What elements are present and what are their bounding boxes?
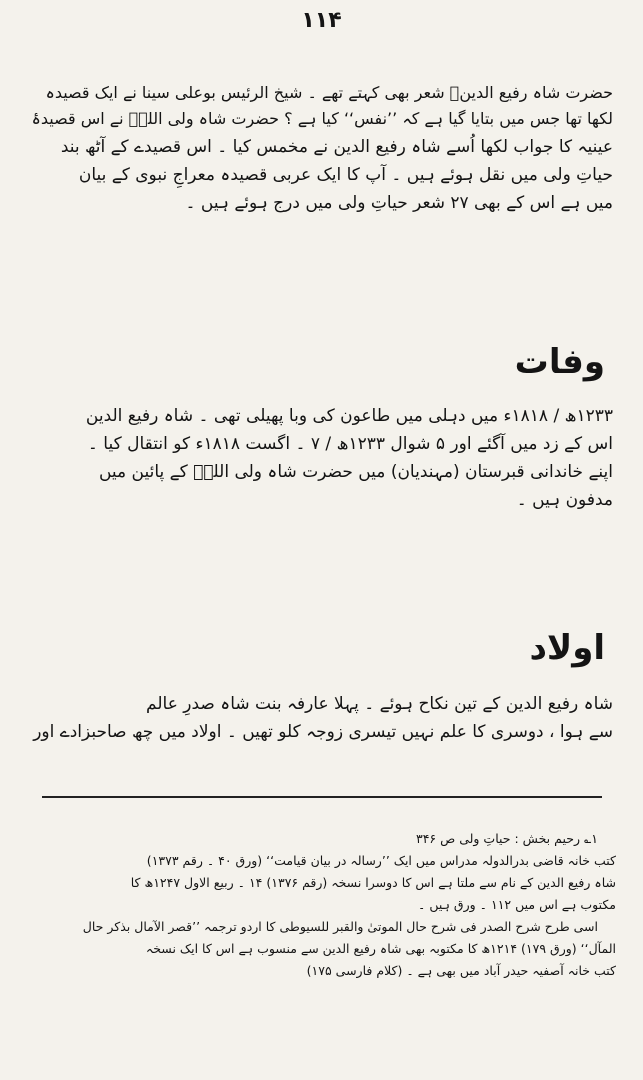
text-line: حیاتِ ولی میں نقل ہوئے ہیں ۔ آپ کا ایک عربی قصیدہ معراجِ نبوی کے بیان bbox=[78, 164, 613, 185]
footnote-line: شاہ رفیع الدین کے نام سے ملتا ہے اس کا دوسرا نسخہ (رقم ۱۳۷۶) ۱۴ ۔ ربیع الاول ۱۲۴۷ھ کا bbox=[130, 875, 616, 890]
footnote-line: ۱؎ رحیم بخش : حیاتِ ولی ص ۳۴۶ bbox=[415, 831, 598, 846]
paragraph-children bbox=[30, 690, 613, 746]
footnote-divider bbox=[42, 796, 602, 798]
footnotes bbox=[28, 828, 616, 982]
page-number: ۱۱۴ bbox=[301, 8, 342, 33]
footnote-line: المآل‘‘ (ورق ۱۷۹) ۱۲۱۴ھ کا مکتوبہ بھی شاہ رفیع الدین سے منسوب ہے اس کا ایک نسخہ bbox=[145, 941, 616, 956]
text-line: مدفون ہیں ۔ bbox=[516, 490, 613, 511]
text-line: عینیہ کا جواب لکھا اُسے شاہ رفیع الدین نے مخمس کیا ۔ اس قصیدے کے آٹھ بند bbox=[60, 136, 613, 157]
footnote-line: کتب خانہ آصفیہ حیدر آباد میں بھی ہے ۔ (کلام فارسی ۱۷۵) bbox=[306, 963, 616, 978]
footnote-line: اسی طرح شرح الصدر فی شرح حال الموتیٰ والقبر للسیوطی کا اردو ترجمہ ’’قصر الآمال بذکر حال bbox=[82, 919, 598, 934]
text-line: میں ہے اس کے بھی ۲۷ شعر حیاتِ ولی میں درج ہوئے ہیں ۔ bbox=[185, 192, 613, 213]
text-line: لکھا تھا جس میں بتایا گیا ہے کہ ’’نفس‘‘ کیا ہے ؟ حضرت شاہ ولی اللہؒ نے اس قصیدۂ bbox=[31, 109, 613, 129]
text-line: سے ہوا ، دوسری کا علم نہیں تیسری زوجہ کلو تھیں ۔ اولاد میں چھ صاحبزادے اور bbox=[33, 722, 613, 743]
text-line: شاہ رفیع الدین کے تین نکاح ہوئے ۔ پہلا عارفہ بنت شاہ صدرِ عالم bbox=[146, 694, 613, 714]
paragraph-poetry bbox=[30, 80, 613, 217]
footnote-line: مکتوب ہے اس میں ۱۱۲ ۔ ورق ہیں ۔ bbox=[418, 897, 616, 912]
paragraph-death bbox=[30, 402, 613, 514]
footnote-line: کتب خانہ قاضی بدرالدولہ مدراس میں ایک ’’رسالہ در بیان قیامت‘‘ (ورق ۴۰ ۔ رقم ۱۳۷۳) bbox=[146, 853, 616, 868]
text-line: اس کے زد میں آگئے اور ۵ شوال ۱۲۳۳ھ / ۷ ۔ اگست ۱۸۱۸ء کو انتقال کیا ۔ bbox=[87, 434, 613, 455]
heading-aulad: اولاد bbox=[529, 628, 605, 668]
text-line: ۱۲۳۳ھ / ۱۸۱۸ء میں دہلی میں طاعون کی وبا پھیلی تھی ۔ شاہ رفیع الدین bbox=[85, 406, 613, 426]
text-line: اپنے خاندانی قبرستان (مہندیان) میں حضرت شاہ ولی اللہؒ کے پائین میں bbox=[98, 462, 613, 483]
text-line: حضرت شاہ رفیع الدینؒ شعر بھی کہتے تھے ۔ شیخ الرئیس بوعلی سینا نے ایک قصیدہ bbox=[45, 83, 613, 102]
heading-wafat: وفات bbox=[514, 342, 605, 382]
